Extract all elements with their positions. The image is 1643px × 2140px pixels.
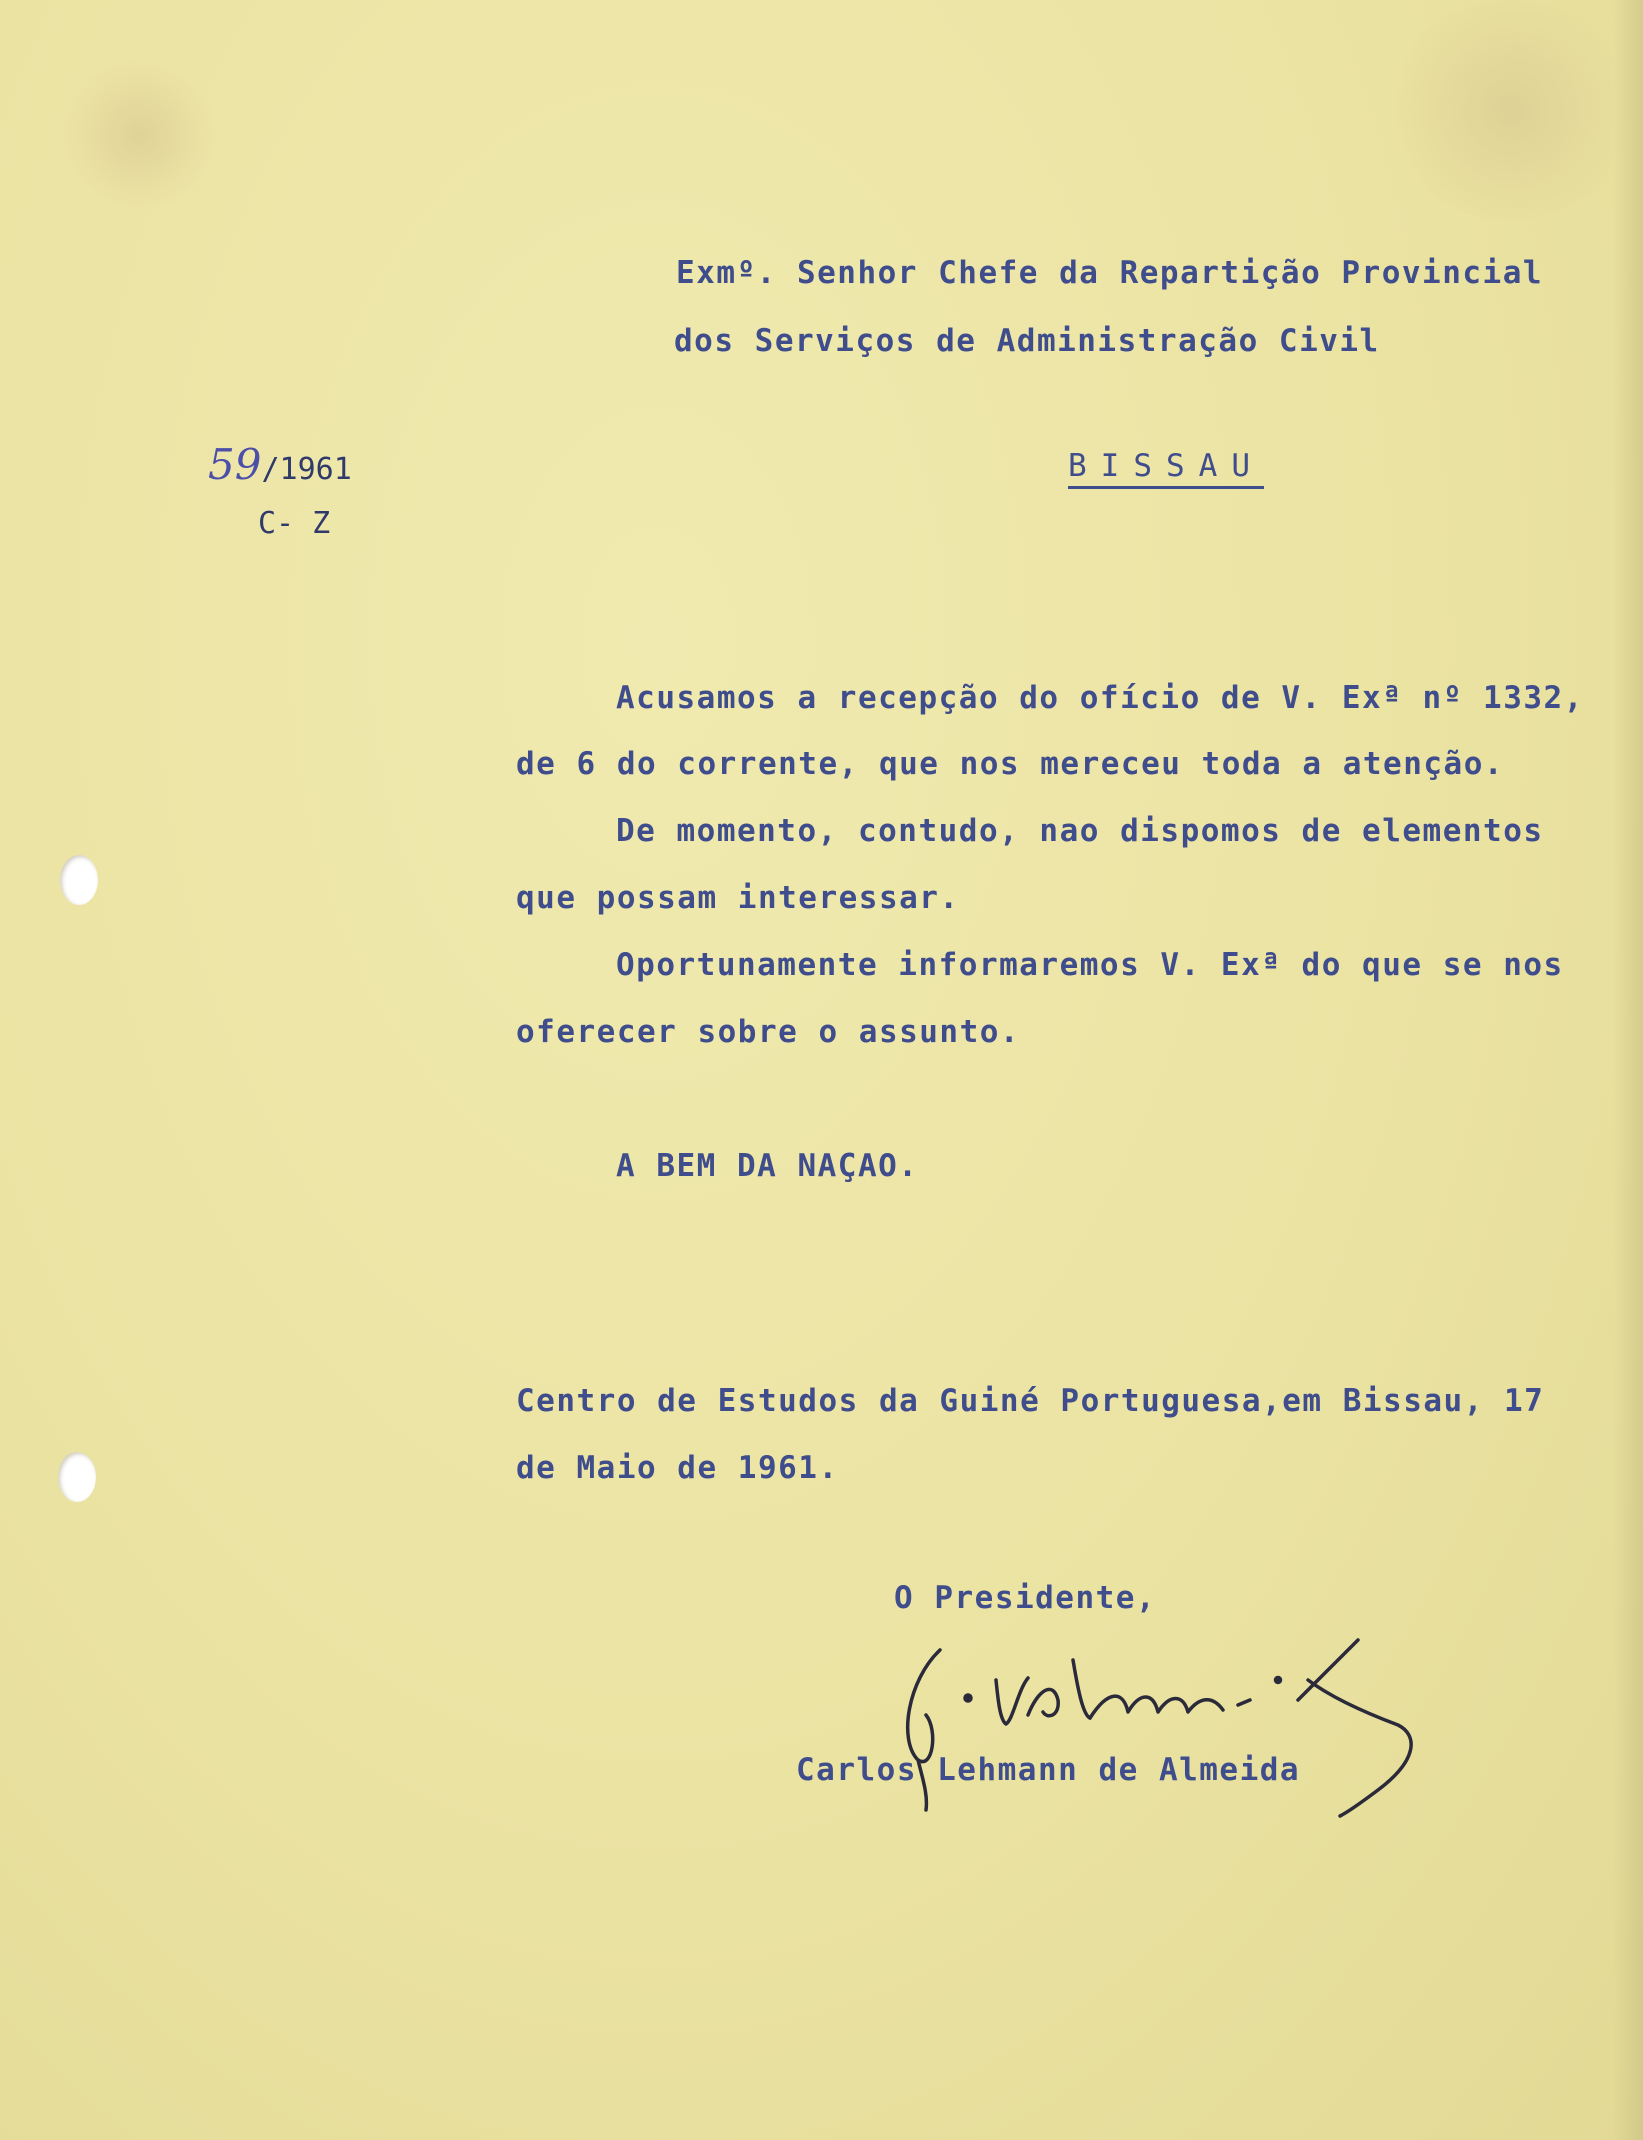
- punch-hole-bottom: [58, 1452, 96, 1502]
- place-date-line-2: de Maio de 1961.: [516, 1450, 839, 1486]
- addressee-line-2: dos Serviços de Administração Civil: [674, 323, 1380, 359]
- place-date-line-1: Centro de Estudos da Guiné Portuguesa,em Bissau, 17: [516, 1383, 1545, 1419]
- reference-handwritten-number: 59: [208, 440, 262, 489]
- body-paragraph-1-line-1: Acusamos a recepção do ofício de V. Exª nº 1332,: [616, 680, 1584, 716]
- body-paragraph-3-line-2: oferecer sobre o assunto.: [516, 1014, 1021, 1050]
- city-heading: BISSAU: [1068, 448, 1264, 489]
- paper-stain: [60, 60, 220, 210]
- reference-code: C- Z: [258, 506, 331, 541]
- paper-edge-shadow: [1613, 0, 1643, 2140]
- body-paragraph-1-line-2: de 6 do corrente, que nos mereceu toda a atenção.: [516, 746, 1505, 782]
- body-paragraph-3-line-1: Oportunamente informaremos V. Exª do que se nos: [616, 947, 1564, 983]
- reference-number: [208, 440, 352, 489]
- paper-stain: [1380, 0, 1640, 220]
- closing-formula: A BEM DA NAÇAO.: [616, 1148, 919, 1184]
- reference-year: /1961: [261, 452, 352, 487]
- signatory-title: O Presidente,: [894, 1580, 1157, 1616]
- signatory-name: Carlos Lehmann de Almeida: [796, 1752, 1301, 1788]
- body-paragraph-2-line-1: De momento, contudo, nao dispomos de elementos: [616, 813, 1544, 849]
- body-paragraph-2-line-2: que possam interessar.: [516, 880, 960, 916]
- addressee-line-1: Exmº. Senhor Chefe da Repartição Provincial: [676, 255, 1544, 291]
- punch-hole-top: [60, 855, 98, 905]
- handwritten-signature: [878, 1620, 1438, 1820]
